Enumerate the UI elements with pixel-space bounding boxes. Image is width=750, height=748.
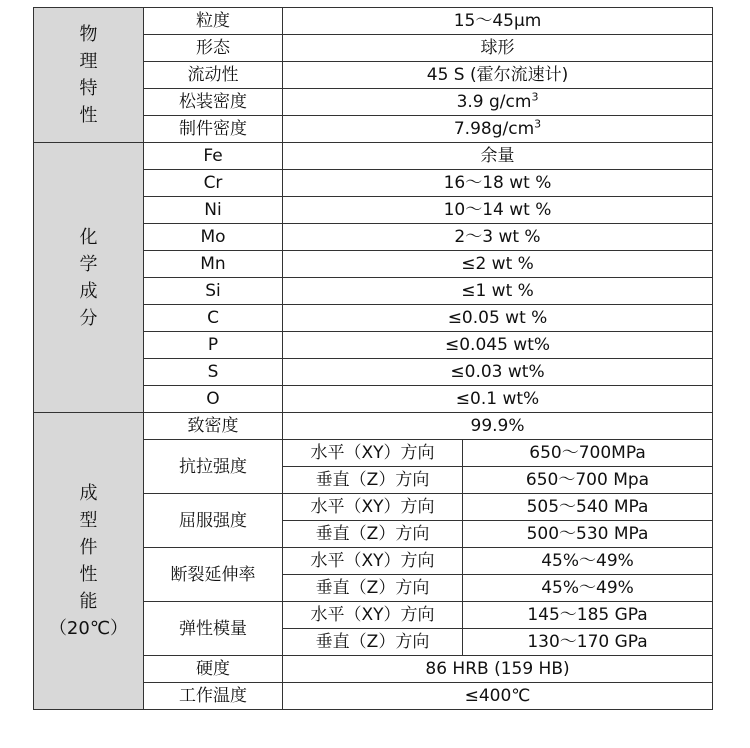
property-value	[283, 89, 713, 116]
property-value	[283, 116, 713, 143]
category-chemical	[34, 143, 144, 413]
category-char: 成	[79, 483, 98, 504]
category-char: 学	[79, 253, 98, 275]
spec-table	[33, 7, 713, 710]
element-name: Mo	[144, 224, 283, 251]
element-name: O	[144, 386, 283, 413]
property-name: 硬度	[144, 656, 283, 683]
table-row	[34, 413, 713, 440]
property-name: 致密度	[144, 413, 283, 440]
element-value: 2～3 wt %	[283, 224, 713, 251]
property-name: 弹性模量	[144, 602, 283, 656]
element-value: 16～18 wt %	[283, 170, 713, 197]
category-char: 型	[79, 510, 98, 531]
superscript: 3	[534, 117, 542, 131]
category-char: 成	[79, 280, 98, 302]
value-text: 7.98g/cm	[453, 119, 535, 139]
property-name: 制件密度	[144, 116, 283, 143]
property-name: 屈服强度	[144, 494, 283, 548]
property-name: 形态	[144, 35, 283, 62]
category-char: 件	[79, 537, 98, 558]
element-value: ≤0.1 wt%	[283, 386, 713, 413]
property-name: 松装密度	[144, 89, 283, 116]
property-name: 工作温度	[144, 683, 283, 710]
element-value: ≤1 wt %	[283, 278, 713, 305]
category-char: 性	[79, 564, 98, 585]
table-row	[34, 143, 713, 170]
direction-label: 水平（XY）方向	[283, 494, 463, 521]
property-value: 99.9%	[283, 413, 713, 440]
element-name: S	[144, 359, 283, 386]
element-value: ≤0.045 wt%	[283, 332, 713, 359]
category-physical	[34, 8, 144, 143]
direction-label: 水平（XY）方向	[283, 602, 463, 629]
category-char: （20℃）	[48, 618, 129, 639]
property-value: 505～540 MPa	[463, 494, 713, 521]
property-name: 流动性	[144, 62, 283, 89]
element-value: ≤2 wt %	[283, 251, 713, 278]
superscript: 3	[531, 90, 539, 104]
direction-label: 水平（XY）方向	[283, 440, 463, 467]
element-value: ≤0.05 wt %	[283, 305, 713, 332]
property-value: 86 HRB (159 HB)	[283, 656, 713, 683]
category-char: 能	[79, 591, 98, 612]
property-value: 650～700 Mpa	[463, 467, 713, 494]
element-value: 余量	[283, 143, 713, 170]
element-name: Mn	[144, 251, 283, 278]
category-char: 化	[79, 226, 98, 248]
element-value: 10～14 wt %	[283, 197, 713, 224]
category-char: 性	[79, 105, 98, 126]
element-name: Cr	[144, 170, 283, 197]
category-char: 分	[79, 307, 98, 329]
direction-label: 垂直（Z）方向	[283, 521, 463, 548]
category-char: 物	[79, 24, 98, 45]
category-char: 理	[79, 51, 98, 72]
element-name: P	[144, 332, 283, 359]
property-name: 断裂延伸率	[144, 548, 283, 602]
property-value: 15～45μm	[283, 8, 713, 35]
property-value: 45%～49%	[463, 575, 713, 602]
property-name: 抗拉强度	[144, 440, 283, 494]
property-value: 500～530 MPa	[463, 521, 713, 548]
property-value: 45%～49%	[463, 548, 713, 575]
category-char: 特	[79, 78, 98, 99]
element-name: Fe	[144, 143, 283, 170]
element-name: Ni	[144, 197, 283, 224]
property-value: 650～700MPa	[463, 440, 713, 467]
element-name: Si	[144, 278, 283, 305]
property-value: 45 S (霍尔流速计)	[283, 62, 713, 89]
property-value: 145～185 GPa	[463, 602, 713, 629]
element-value: ≤0.03 wt%	[283, 359, 713, 386]
direction-label: 垂直（Z）方向	[283, 467, 463, 494]
direction-label: 垂直（Z）方向	[283, 629, 463, 656]
category-part	[34, 413, 144, 710]
property-value: ≤400℃	[283, 683, 713, 710]
value-text: 3.9 g/cm	[456, 92, 532, 112]
property-value: 130～170 GPa	[463, 629, 713, 656]
direction-label: 垂直（Z）方向	[283, 575, 463, 602]
property-value: 球形	[283, 35, 713, 62]
table-row	[34, 8, 713, 35]
direction-label: 水平（XY）方向	[283, 548, 463, 575]
property-name: 粒度	[144, 8, 283, 35]
element-name: C	[144, 305, 283, 332]
